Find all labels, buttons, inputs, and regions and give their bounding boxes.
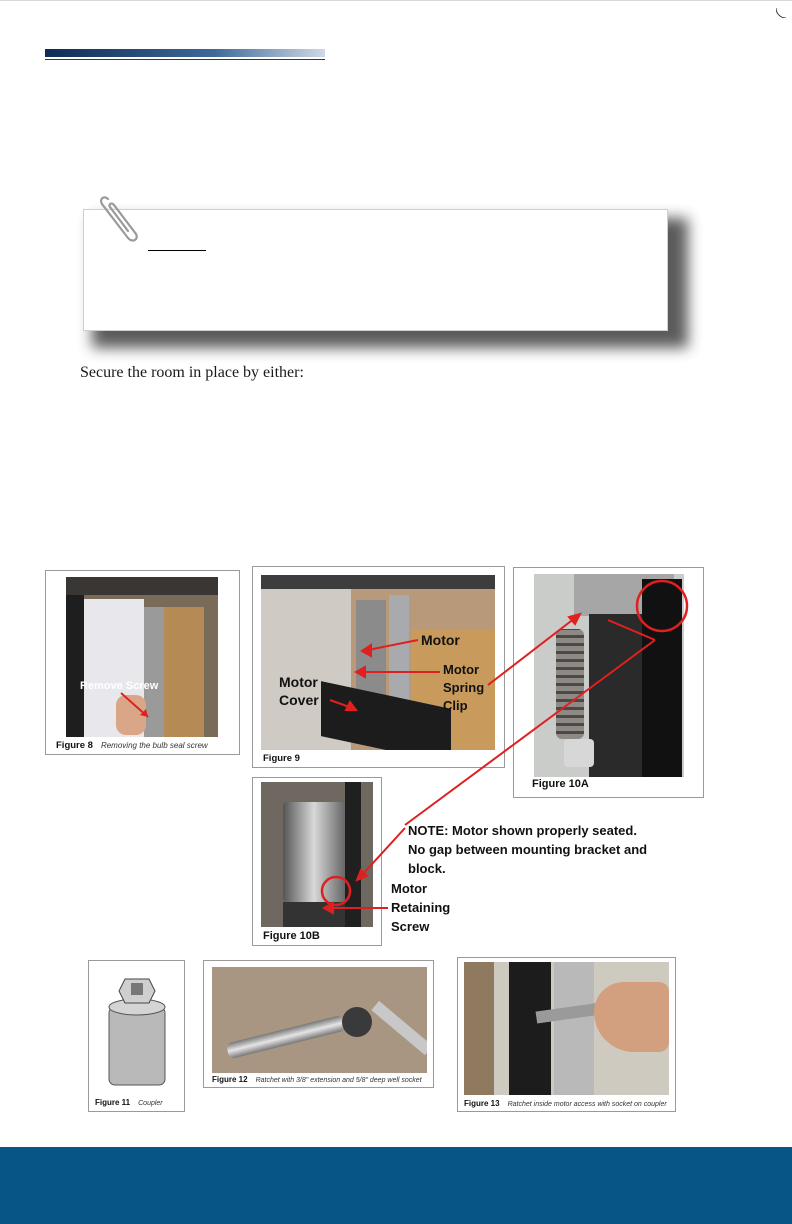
retaining-label-2: Retaining xyxy=(391,900,451,915)
figure-10b-label: Figure 10B xyxy=(263,930,320,942)
note-line-3: block. xyxy=(408,861,446,876)
footer-band xyxy=(0,1147,792,1224)
figure-13-caption xyxy=(464,1099,667,1108)
coupler-icon xyxy=(101,969,173,1091)
figure-13 xyxy=(457,957,676,1112)
figure-12 xyxy=(203,960,434,1088)
figure-11-caption xyxy=(95,1098,163,1107)
figure-13-label: Figure 13 xyxy=(464,1099,500,1108)
figure-8-callout: Remove Screw xyxy=(80,680,159,692)
figure-9-spring-label-1: Motor xyxy=(443,662,480,677)
figure-9-spring-label-2: Spring xyxy=(443,680,485,695)
figure-11-desc: Coupler xyxy=(138,1100,163,1107)
note-line-2: No gap between mounting bracket and xyxy=(408,842,648,857)
figure-13-photo xyxy=(464,962,669,1095)
note-line-1: NOTE: Motor shown properly seated. xyxy=(408,823,637,838)
figure-9-spring-label-3: Clip xyxy=(443,698,468,713)
figure-9-motor-cover-label-1: Motor xyxy=(279,674,318,690)
figure-11-label: Figure 11 xyxy=(95,1098,131,1107)
figure-11 xyxy=(88,960,185,1112)
retaining-label-3: Screw xyxy=(391,919,430,934)
figure-13-desc: Ratchet inside motor access with socket on coupler xyxy=(507,1101,667,1108)
figure-10a-label: Figure 10A xyxy=(532,778,589,790)
figure-12-caption xyxy=(212,1075,422,1084)
figure-9-motor-cover-label-2: Cover xyxy=(279,692,319,708)
figure-12-photo xyxy=(212,967,427,1073)
figure-12-label: Figure 12 xyxy=(212,1075,248,1084)
body-text: Secure the room in place by either: xyxy=(80,364,304,381)
figure-9-label: Figure 9 xyxy=(263,753,300,764)
retaining-label-1: Motor xyxy=(391,881,428,896)
figure-9-motor-label: Motor xyxy=(421,632,460,648)
figure-12-desc: Ratchet with 3/8" extension and 5/8" deep well socket xyxy=(255,1077,422,1084)
figure-8-label: Figure 8 xyxy=(56,740,93,751)
figure-8-desc: Removing the bulb seal screw xyxy=(100,741,208,750)
